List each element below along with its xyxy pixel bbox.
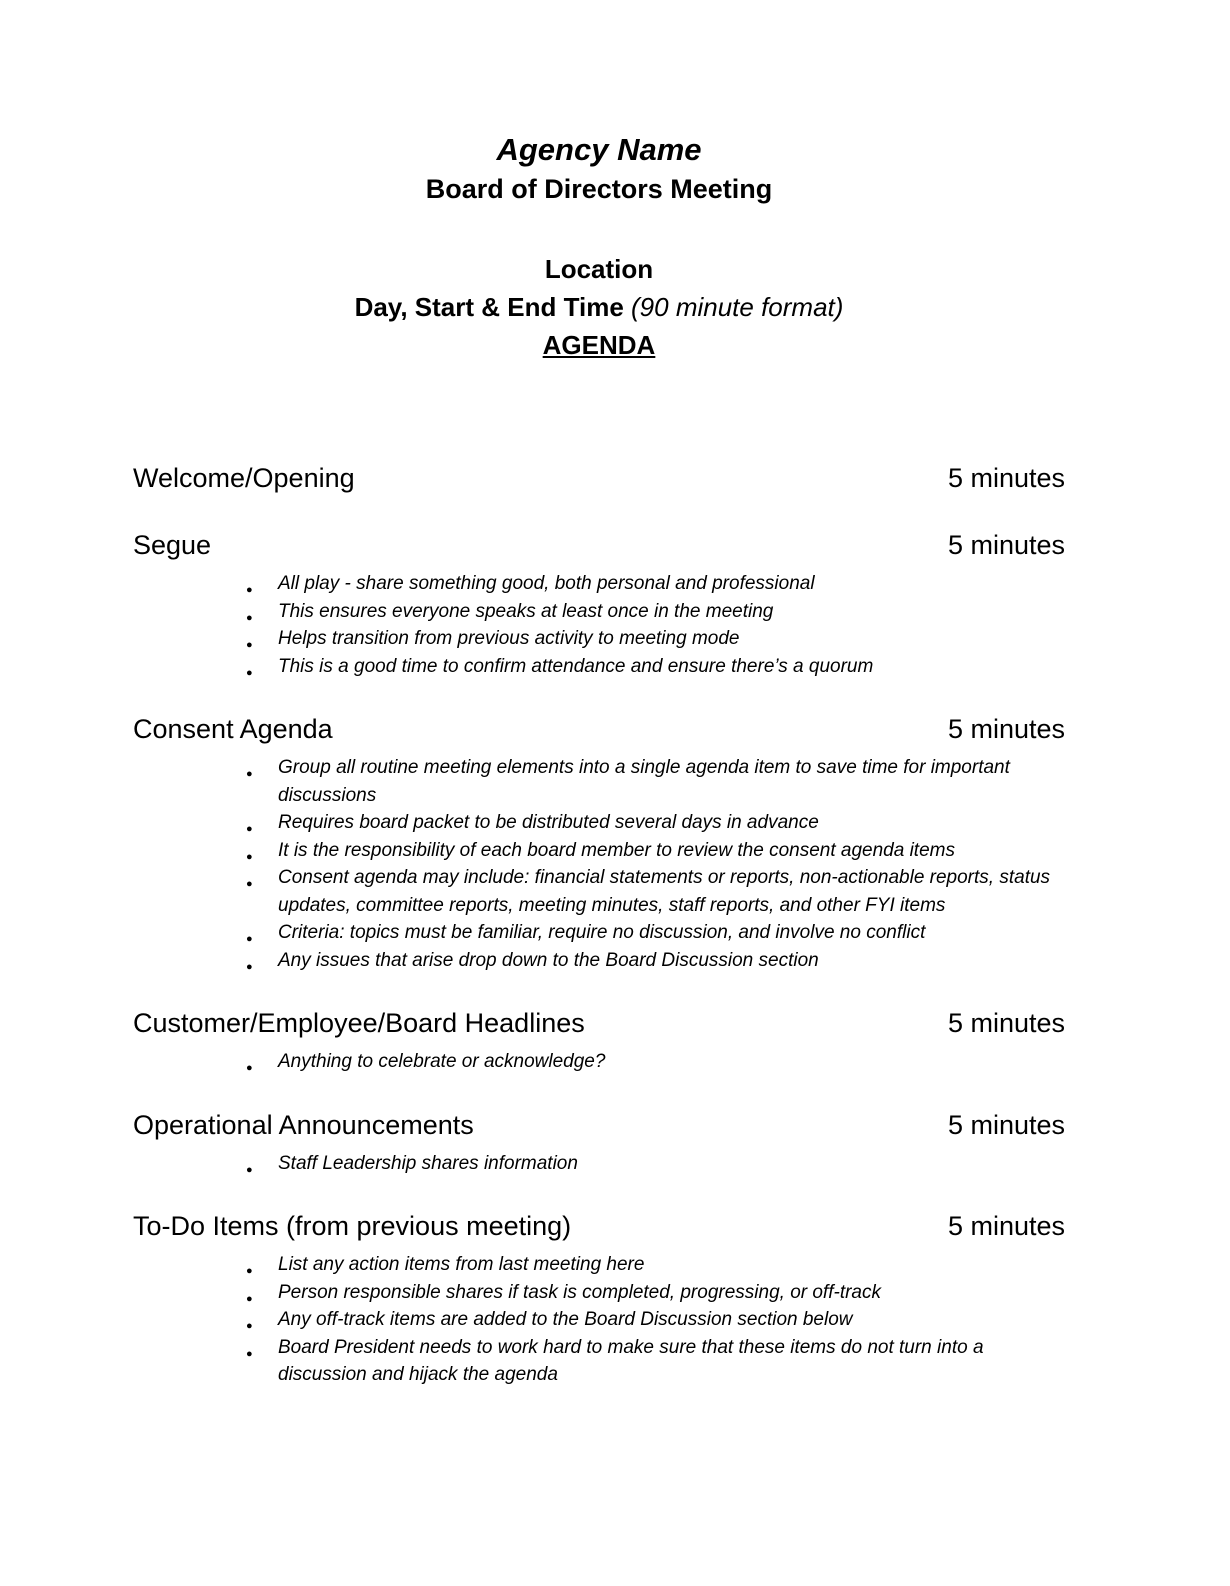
section-duration: 5 minutes: [947, 1109, 1065, 1140]
section-heading-row: [133, 527, 1065, 563]
section-heading-row: [133, 460, 1065, 496]
section-duration: 5 minutes: [947, 1008, 1065, 1038]
agenda-section: [133, 527, 1065, 680]
section-bullet-list: [133, 1150, 1065, 1178]
section-duration: 5 minutes: [947, 1211, 1065, 1241]
section-duration: 5 minutes: [947, 530, 1065, 560]
agenda-section: [133, 711, 1065, 974]
section-title: Customer/Employee/Board Headlines: [133, 1008, 585, 1038]
section-heading-row: [133, 1107, 1065, 1143]
bullet-item: ● Any issues that arise drop down to the Board Discussion section: [278, 947, 1065, 975]
section-bullet-list: [133, 1251, 1065, 1389]
section-duration: 5 minutes: [947, 714, 1065, 744]
bullet-item: ● This ensures everyone speaks at least once in the meeting: [278, 598, 1065, 626]
section-heading-row: [133, 711, 1065, 747]
section-title: To-Do Items (from previous meeting): [133, 1211, 572, 1241]
section-heading-row: [133, 1208, 1065, 1244]
datetime-note: (90 minute format): [631, 292, 844, 322]
agency-name-title: Agency Name: [496, 132, 702, 167]
bullet-item: ● All play - share something good, both personal and professional: [278, 570, 1065, 598]
bullet-item: ● Board President needs to work hard to make sure that these items do not turn into a discussion and hijack the agenda: [278, 1334, 1065, 1389]
section-title: Operational Announcements: [133, 1109, 474, 1140]
bullet-item: ● Person responsible shares if task is completed, progressing, or off-track: [278, 1279, 1065, 1307]
section-title: Welcome/Opening: [133, 463, 355, 493]
meeting-subtitle: Board of Directors Meeting: [425, 174, 773, 204]
datetime-label: Day, Start & End Time: [354, 292, 624, 322]
location-line: Location: [544, 254, 654, 284]
bullet-item: ● Any off-track items are added to the Board Discussion section below: [278, 1306, 1065, 1334]
bullet-item: ● This is a good time to confirm attendance and ensure there’s a quorum: [278, 653, 1065, 681]
agenda-spacer: [133, 364, 1065, 460]
agenda-sections: [133, 460, 1065, 1389]
section-bullet-list: [133, 570, 1065, 680]
section-bullet-list: [133, 754, 1065, 974]
bullet-item: ● Staff Leadership shares information: [278, 1150, 1065, 1178]
agenda-section: [133, 1107, 1065, 1178]
section-title: Segue: [133, 530, 212, 560]
bullet-item: ● Consent agenda may include: financial statements or reports, non-actionable reports, status updates, committee reports, meeting minutes, staff reports, and other FYI items: [278, 864, 1065, 919]
bullet-item: ● Criteria: topics must be familiar, require no discussion, and involve no conflict: [278, 919, 1065, 947]
bullet-item: ● Requires board packet to be distributed several days in advance: [278, 809, 1065, 837]
bullet-item: ● It is the responsibility of each board member to review the consent agenda items: [278, 837, 1065, 865]
section-bullet-list: [133, 1048, 1065, 1076]
agenda-section: [133, 460, 1065, 496]
document-header: [133, 130, 1065, 364]
datetime-line: [133, 288, 1065, 326]
agenda-section: [133, 1005, 1065, 1076]
section-heading-row: [133, 1005, 1065, 1041]
bullet-item: ● List any action items from last meeting here: [278, 1251, 1065, 1279]
bullet-item: ● Anything to celebrate or acknowledge?: [278, 1048, 1065, 1076]
header-spacer: [133, 208, 1065, 250]
bullet-item: ● Helps transition from previous activity to meeting mode: [278, 625, 1065, 653]
section-duration: 5 minutes: [947, 463, 1065, 493]
agenda-section: [133, 1208, 1065, 1389]
agenda-heading: AGENDA: [542, 330, 656, 360]
bullet-item: ● Group all routine meeting elements into a single agenda item to save time for important discussions: [278, 754, 1065, 809]
section-title: Consent Agenda: [133, 714, 333, 744]
